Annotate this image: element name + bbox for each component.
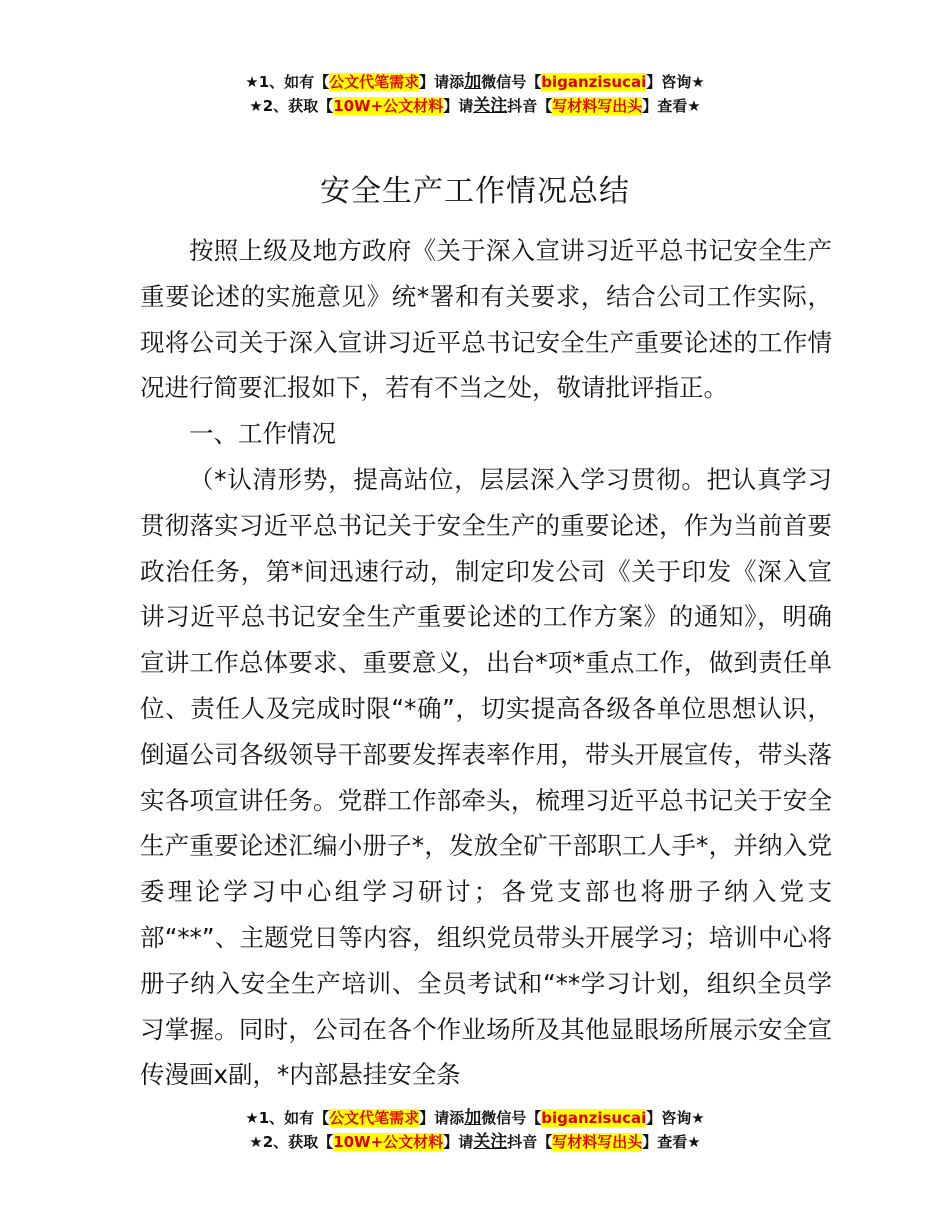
banner-highlight: 公文代笔需求 — [329, 1109, 420, 1127]
banner-highlight: biganzisucai — [541, 1109, 647, 1127]
banner-underlined-text: 加 — [464, 1108, 482, 1128]
banner-text: 】请添 — [419, 73, 465, 91]
banner-highlight: biganzisucai — [541, 73, 647, 91]
banner-text: ★2、获取【 — [249, 1133, 334, 1151]
banner-highlight: 写材料写出头 — [552, 1133, 643, 1151]
banner-text: 】请添 — [419, 1109, 465, 1127]
banner-text: 】查看★ — [642, 97, 701, 115]
banner-text: 】咨询★ — [646, 73, 705, 91]
banner-highlight: 写材料写出头 — [552, 97, 643, 115]
banner-text: 】咨询★ — [646, 1109, 705, 1127]
banner-text: 】请 — [443, 97, 474, 115]
banner-text: ★1、如有【 — [245, 1109, 330, 1127]
section-heading: 一、工作情况 — [189, 419, 336, 449]
banner-line-1 — [0, 70, 950, 94]
banner-line-1 — [0, 1106, 950, 1130]
banner-text: ★1、如有【 — [245, 73, 330, 91]
banner-underlined-text: 加 — [464, 72, 482, 92]
banner-line-2 — [0, 94, 950, 118]
banner-underlined-text: 关注 — [473, 1132, 508, 1152]
banner-highlight: 公文代笔需求 — [329, 73, 420, 91]
banner-text: 】请 — [443, 1133, 474, 1151]
banner-text: 微信号【 — [481, 1109, 542, 1127]
paragraph-section-1: （*认清形势，提高站位，层层深入学习贯彻。把认真学习贯彻落实习近平总书记关于安全生产的重要论述，作为当前首要政治任务，第*间迅速行动，制定印发公司《关于印发《深入宣讲习近平总书记安全生产重要论述的工作方案》的通知》，明确宣讲工作总体要求、重要意义，出台*项*重点工作，做到责任单位、责任人及完成时限“*确”，切实提高各级各单位思想认识，倒逼公司各级领导干部要发挥表率作用，带头开展宣传，带头落实各项宣讲任务。党群工作部牵头，梳理习近平总书记关于安全生产重要论述汇编小册子*，发放全矿干部职工人手*，并纳入党委理论学习中心组学习研讨；各党支部也将册子纳入党支部“**”、主题党日等内容，组织党员带头开展学习；培训中心将册子纳入安全生产培训、全员考试和“**学习计划，组织全员学习掌握。同时，公司在各个作业场所及其他显眼场所展示安全宣传漫画x副，*内部悬挂安全条 — [140, 464, 832, 1090]
banner-underlined-text: 关注 — [473, 96, 508, 116]
banner-text: ★2、获取【 — [249, 97, 334, 115]
header-banner — [0, 70, 950, 118]
banner-text: 抖音【 — [507, 1133, 553, 1151]
banner-text: 抖音【 — [507, 97, 553, 115]
paragraph-intro: 按照上级及地方政府《关于深入宣讲习近平总书记安全生产重要论述的实施意见》统*署和有关要求，结合公司工作实际，现将公司关于深入宣讲习近平总书记安全生产重要论述的工作情况进行简要汇报如下，若有不当之处，敬请批评指正。 — [140, 236, 832, 403]
document-title: 安全生产工作情况总结 — [320, 174, 630, 209]
banner-text: 】查看★ — [642, 1133, 701, 1151]
banner-highlight: 10W+公文材料 — [333, 1133, 444, 1151]
banner-line-2 — [0, 1130, 950, 1154]
banner-highlight: 10W+公文材料 — [333, 97, 444, 115]
footer-banner — [0, 1106, 950, 1154]
document-body — [140, 228, 832, 1098]
banner-text: 微信号【 — [481, 73, 542, 91]
